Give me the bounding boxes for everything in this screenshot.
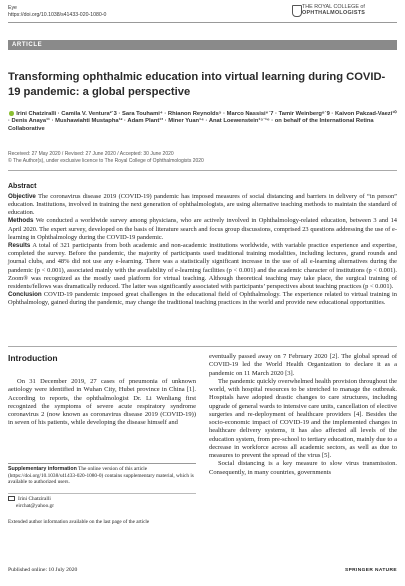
intro-paragraph-2: eventually passed away on 7 February 2020 [2]. The global spread of COVID-19 led the World Health Organization to declare it as a pandemic on 11 March 2020 [3]. <box>209 353 397 377</box>
section-banner <box>8 40 397 50</box>
results-text: A total of 321 participants from both academic and non-academic institutions worldwide, with variable practice experience and expertise, completed the survey. Before the pandemic, the majority of participants used traditional training modalities, including lectures, grand rounds and journal clubs, and 48% did not use any e-learning. There was a statistically significant increase in the use of all e-learning alternatives during the pandemic (p < 0.001), associated mainly with the availability of e-learning facilities (p < 0.001) and the academic character of institutions (p < 0.001). Zoom® was recognized as the mostly used platform for virtual teaching. Although theoretical teaching may take place, the surgical training of residents/fellows was dramatically reduced. The latter was significantly associated with participants’ perspectives about teaching practices (p < 0.001). <box>8 241 397 290</box>
publisher-logo: SPRINGER NATURE <box>344 568 397 573</box>
objective-text: The coronavirus disease 2019 (COVID-19) pandemic has imposed measures of social distancing and barriers in delivery of “in person” education. Institutions, involved in training the next generation of ophthalmologists, are using alternative teaching methods to maintain the standard of education. <box>8 192 397 217</box>
article-title: Transforming ophthalmic education into virtual learning during COVID-19 pandemic: a global perspective <box>8 71 386 98</box>
corresponding-author <box>8 493 196 510</box>
intro-paragraph-4: Social distancing is a key measure to slow virus transmission. Consequently, in many countries, governments <box>209 460 397 476</box>
doi-link[interactable]: https://doi.org/10.1038/s41433-020-1080-0 <box>8 12 107 18</box>
section-label: ARTICLE <box>12 41 43 48</box>
author-list <box>8 111 397 133</box>
published-date: Published online: 10 July 2020 <box>8 567 78 573</box>
intro-paragraph-3: The pandemic quickly overwhelmed health provision throughout the world, with hospital resources to be stretched to manage the outbreak. Hospitals have adopted drastic changes to care structures, including upgrade of general wards to intensive care units, cancellation of elective surgeries and re-deployment of healthcare providers [4]. Besides the socio-economic impact of COVID-19 and the implemented changes in healthcare delivery systems, it has also affected all levels of the education system, from pre-school to tertiary education, mainly due to a decrease in workforce across all academic sectors, as well as due to measures to prevent the spread of the virus [5]. <box>209 377 397 459</box>
abstract-methods <box>8 217 397 242</box>
supp-text[interactable]: The online version of this article (https://doi.org/10.1038/s41433-020-1080-0) contains supplementary material, which is available to authorized users. <box>8 466 194 486</box>
society-line2: OPHTHALMOLOGISTS <box>302 10 366 17</box>
crest-icon <box>292 5 302 17</box>
society-line1: THE ROYAL COLLEGE of <box>302 4 365 10</box>
introduction-heading: Introduction <box>8 353 58 363</box>
copyright-line: © The Author(s), under exclusive licence to The Royal College of Ophthalmologists 2020 <box>8 157 204 164</box>
abstract-conclusion <box>8 291 397 307</box>
society-logo <box>302 4 397 17</box>
abstract-heading: Abstract <box>8 183 37 190</box>
methods-label: Methods <box>8 217 34 225</box>
envelope-icon <box>8 496 15 501</box>
intro-paragraph-1: On 31 December 2019, 27 cases of pneumonia of unknown aetiology were identified in Wuhan City, Hubei province in China [1]. According to reports, the ophthalmologist Dr. Li Wenliang first recognized the symptoms of severe acute respiratory syndrome coronavirus 2 (now known as coronavirus disease 2019 (COVID-19)) in seven of his patients, while developing the disease himself and <box>8 378 196 427</box>
conclusion-label: Conclusion <box>8 291 42 299</box>
abstract-objective <box>8 193 397 218</box>
methods-text: We conducted a worldwide survey among physicians, who are actively involved in Ophthalmology-related education, between 3 and 14 April 2020. The expert survey, developed on the basis of literature search and focus group discussions, comprised 23 questions addressing the use of e-learning in Ophthalmology during the COVID-19 pandemic. <box>8 217 397 241</box>
conclusion-text: COVID-19 pandemic imposed great challenges in the educational field of Ophthalmology. The experience related to virtual training in Ophthalmology, gained during the pandemic, may change the traditional teaching practices in the world and provide new educational opportunities. <box>8 291 397 307</box>
abstract-divider <box>8 346 397 347</box>
supp-label: Supplementary information <box>8 466 77 472</box>
results-label: Results <box>8 241 31 249</box>
extended-author-info: Extended author information available on the last page of the article <box>8 519 150 525</box>
journal-name: Eye <box>8 5 17 11</box>
left-column <box>8 378 196 428</box>
objective-label: Objective <box>8 192 36 200</box>
corr-name: Irini Chatziralli <box>18 496 51 502</box>
abstract-results <box>8 242 397 291</box>
right-column <box>209 353 397 477</box>
orcid-icon[interactable] <box>9 111 14 116</box>
corr-email[interactable]: eirchat@yahoo.gr <box>16 502 54 509</box>
abstract-section <box>8 183 397 308</box>
dates-divider <box>8 170 397 171</box>
header-divider <box>8 22 397 23</box>
received-revised-accepted: Received: 27 May 2020 / Revised: 27 June 2020 / Accepted: 30 June 2020 <box>8 151 174 157</box>
author-names: Irini Chatziralli · Camila V. Ventura²˙3 · Sara Touhami⁴ · Rhianon Reynolds⁵ · Marco Nassisi⁶˙7 · Tamir Weinberg⁸˙9 · Kaivon Pakzad-Vaezi¹⁰ · Denis Anaya¹¹ · Mushawiahti Mustapha¹² · Adam Plant¹³ · Miner Yuan¹⁴ · Anat Loewenstein¹⁵˙¹⁶ · on behalf of the International Retina Collaborative <box>8 111 397 132</box>
supplementary-note <box>8 463 196 486</box>
article-dates <box>8 151 204 164</box>
